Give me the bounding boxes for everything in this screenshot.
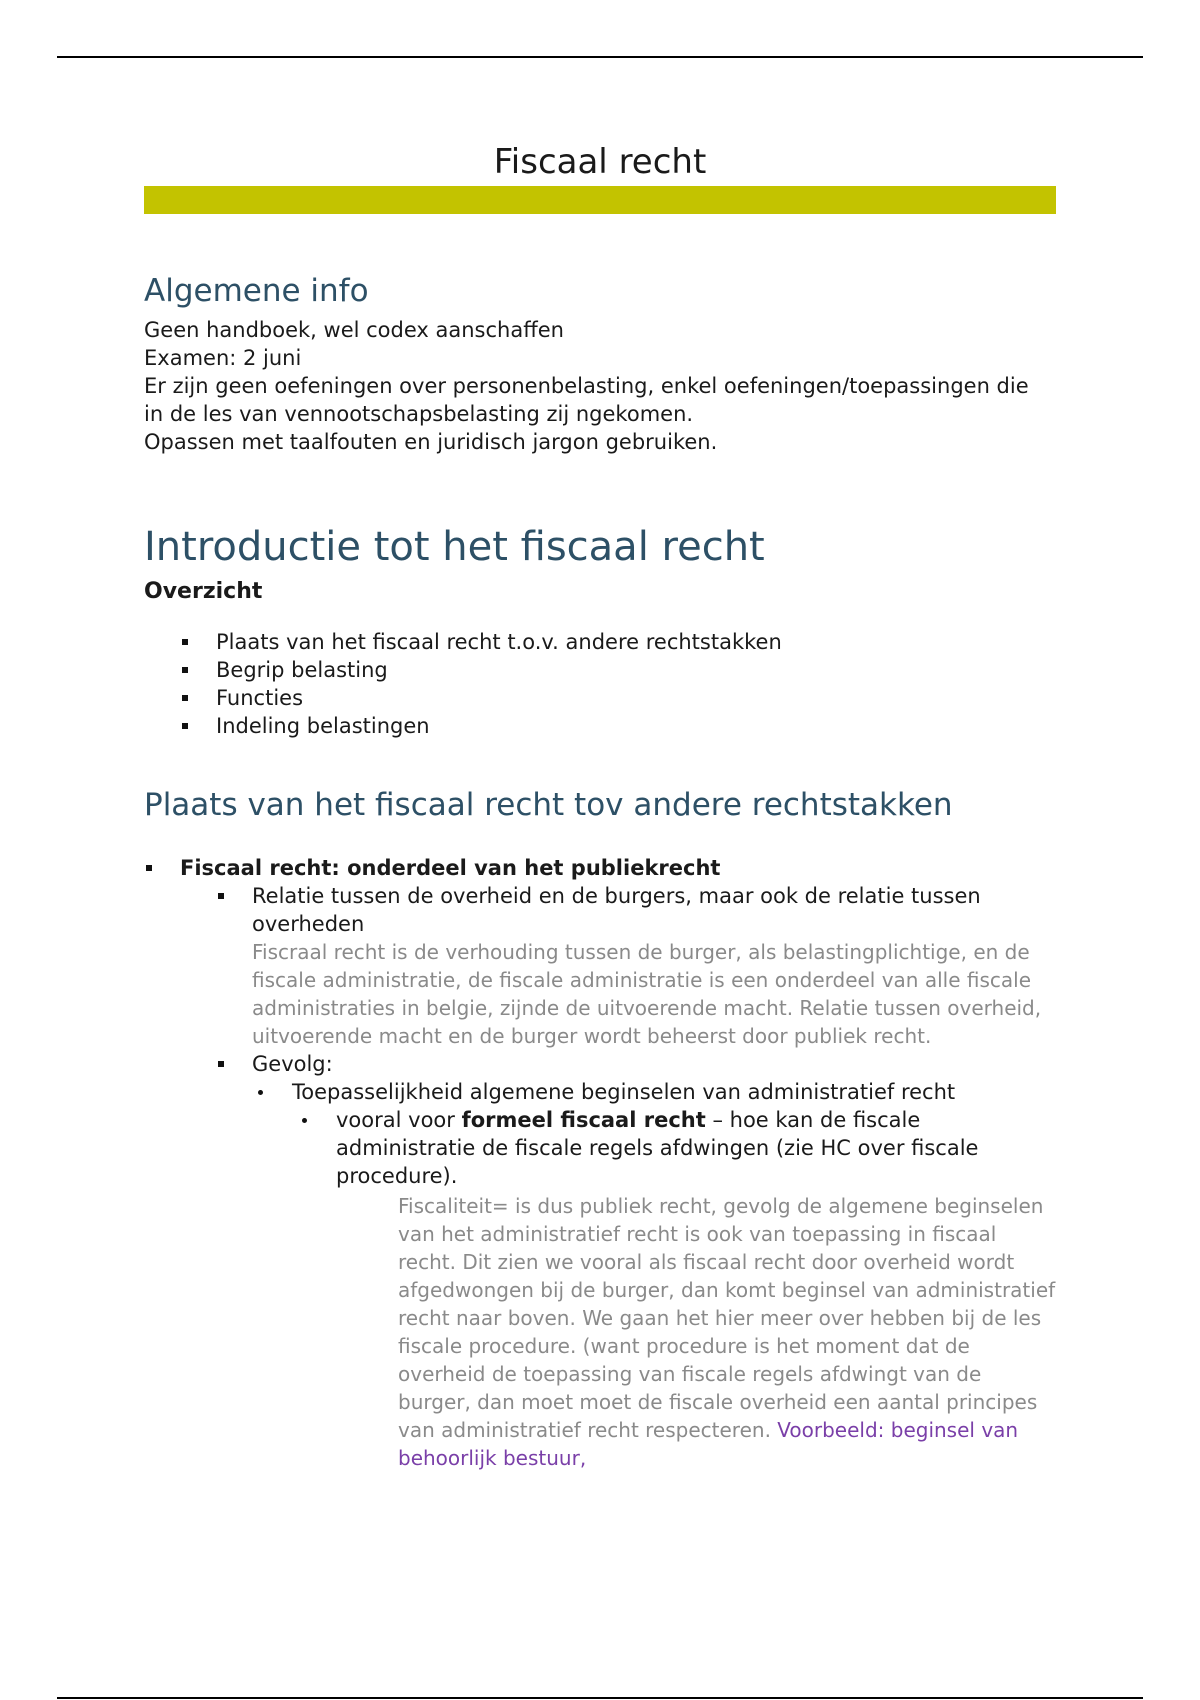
plaats-list xyxy=(180,854,1056,882)
list-item: Plaats van het fiscaal recht t.o.v. andere rechtstakken xyxy=(216,628,1056,656)
toepasselijkheid-sublist xyxy=(336,1106,1056,1190)
vooral-bold: formeel fiscaal recht xyxy=(461,1108,706,1132)
vooral-suffix: – hoe kan de fiscale administratie de fiscale regels afdwingen (zie HC over fiscale procedure). xyxy=(336,1108,979,1188)
plaats-sublist xyxy=(252,882,1056,1078)
list-item: Functies xyxy=(216,684,1056,712)
list-item-relatie xyxy=(252,882,1056,1050)
info-line: Opassen met taalfouten en juridisch jargon gebruiken. xyxy=(144,430,718,454)
info-line: Examen: 2 juni xyxy=(144,346,302,370)
list-item-formeel xyxy=(336,1106,1056,1190)
relatie-note: Fiscraal recht is de verhouding tussen de burger, als belastingplichtige, en de fiscale administratie, de fiscale administratie is een onderdeel van alle fiscale administraties in belgie, zijnde de uitvoerende macht. Relatie tussen overheid, uitvoerende macht en de burger wordt beheerst door publiek recht. xyxy=(252,940,1042,1048)
title-accent-bar xyxy=(144,186,1056,214)
fiscaliteit-note xyxy=(398,1192,1056,1472)
fiscaliteit-text: Fiscaliteit= is dus publiek recht, gevolg de algemene beginselen van het administratief recht is ook van toepassing in fiscaal recht. Dit zien we vooral als fiscaal recht door overheid wordt afgedwongen bij de burger, dan komt beginsel van administratief recht naar boven. We gaan het hier meer over hebben bij de les fiscale procedure. (want procedure is het moment dat de overheid de toepassing van fiscale regels afdwingt van de burger, dan moet moet de fiscale overheid een aantal principes van administratief recht respecteren. xyxy=(398,1194,1056,1442)
document-title: Fiscaal recht xyxy=(493,142,707,182)
section-heading-plaats: Plaats van het fiscaal recht tov andere rechtstakken xyxy=(144,787,953,823)
info-line: Er zijn geen oefeningen over personenbelasting, enkel oefeningen/toepassingen die in de les van vennootschapsbelasting zij ngekomen. xyxy=(144,374,1029,426)
list-item: Indeling belastingen xyxy=(216,712,1056,740)
list-item: Begrip belasting xyxy=(216,656,1056,684)
vooral-prefix: vooral voor xyxy=(336,1108,462,1132)
voorbeeld-text: Voorbeeld: beginsel van behoorlijk bestuur, xyxy=(398,1418,1019,1470)
relatie-text: Relatie tussen de overheid en de burgers, maar ook de relatie tussen overheden xyxy=(252,884,981,936)
info-line: Geen handboek, wel codex aanschaffen xyxy=(144,318,564,342)
section-heading-introductie: Introductie tot het fiscaal recht xyxy=(144,524,765,570)
header-rule xyxy=(57,56,1143,58)
document-page xyxy=(144,138,1056,1472)
list-item-toepasselijkheid: Toepasselijkheid algemene beginselen van administratief recht xyxy=(292,1078,1056,1106)
gevolg-sublist xyxy=(292,1078,1056,1106)
overzicht-list xyxy=(216,628,1056,740)
section-heading-algemene-info: Algemene info xyxy=(144,273,369,309)
list-item-gevolg: Gevolg: xyxy=(252,1050,1056,1078)
overzicht-label: Overzicht xyxy=(144,579,263,604)
footer-rule xyxy=(57,1697,1143,1699)
list-item-publiekrecht: Fiscaal recht: onderdeel van het publiekrecht xyxy=(180,854,1056,882)
